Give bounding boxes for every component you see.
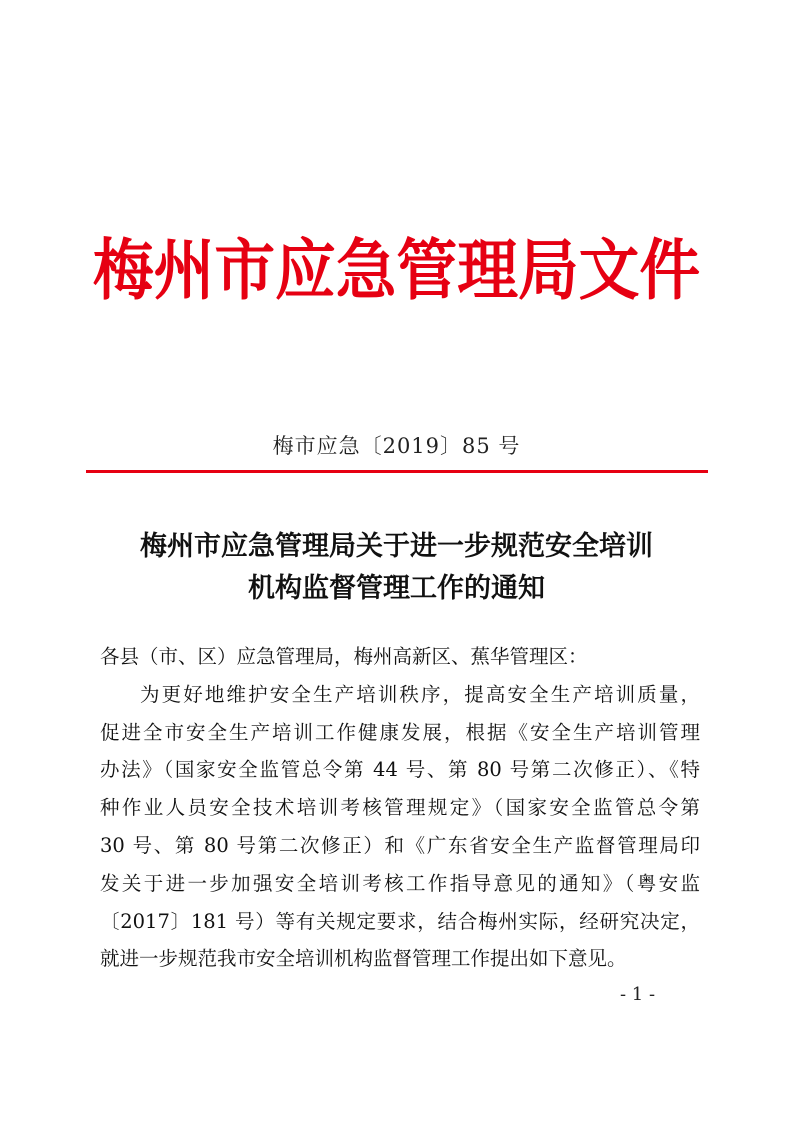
paragraph-line: 30 号、第 80 号第二次修正）和《广东省安全生产监督管理局印 (100, 833, 700, 857)
paragraph-line: 办法》（国家安全监管总令第 44 号、第 80 号第二次修正）、《特 (100, 758, 700, 782)
paragraph-line: 〔2017〕181 号）等有关规定要求，结合梅州实际，经研究决定， (100, 909, 700, 933)
paragraph-line: 发关于进一步加强安全培训考核工作指导意见的通知》（粤安监 (100, 871, 700, 895)
salutation: 各县（市、区）应急管理局，梅州高新区、蕉华管理区： (100, 645, 588, 668)
body-text (100, 638, 700, 978)
notice-title (80, 526, 713, 610)
paragraph-line: 为更好地维护安全生产培训秩序，提高安全生产培训质量， (140, 682, 700, 706)
paragraph-line: 就进一步规范我市安全培训机构监督管理工作提出如下意见。 (100, 947, 627, 971)
paragraph-line: 促进全市安全生产培训工作健康发展，根据《安全生产培训管理 (100, 720, 700, 744)
document-number: 梅市应急〔2019〕85 号 (272, 434, 521, 458)
notice-title-line: 机构监督管理工作的通知 (248, 573, 545, 604)
notice-title-line: 梅州市应急管理局关于进一步规范安全培训 (140, 531, 653, 562)
paragraph-line: 种作业人员安全技术培训考核管理规定》（国家安全监管总令第 (100, 796, 700, 820)
red-divider-line (86, 470, 708, 473)
page-number: - 1 - (620, 984, 656, 1005)
document-header-title: 梅州市应急管理局文件 (92, 232, 701, 309)
